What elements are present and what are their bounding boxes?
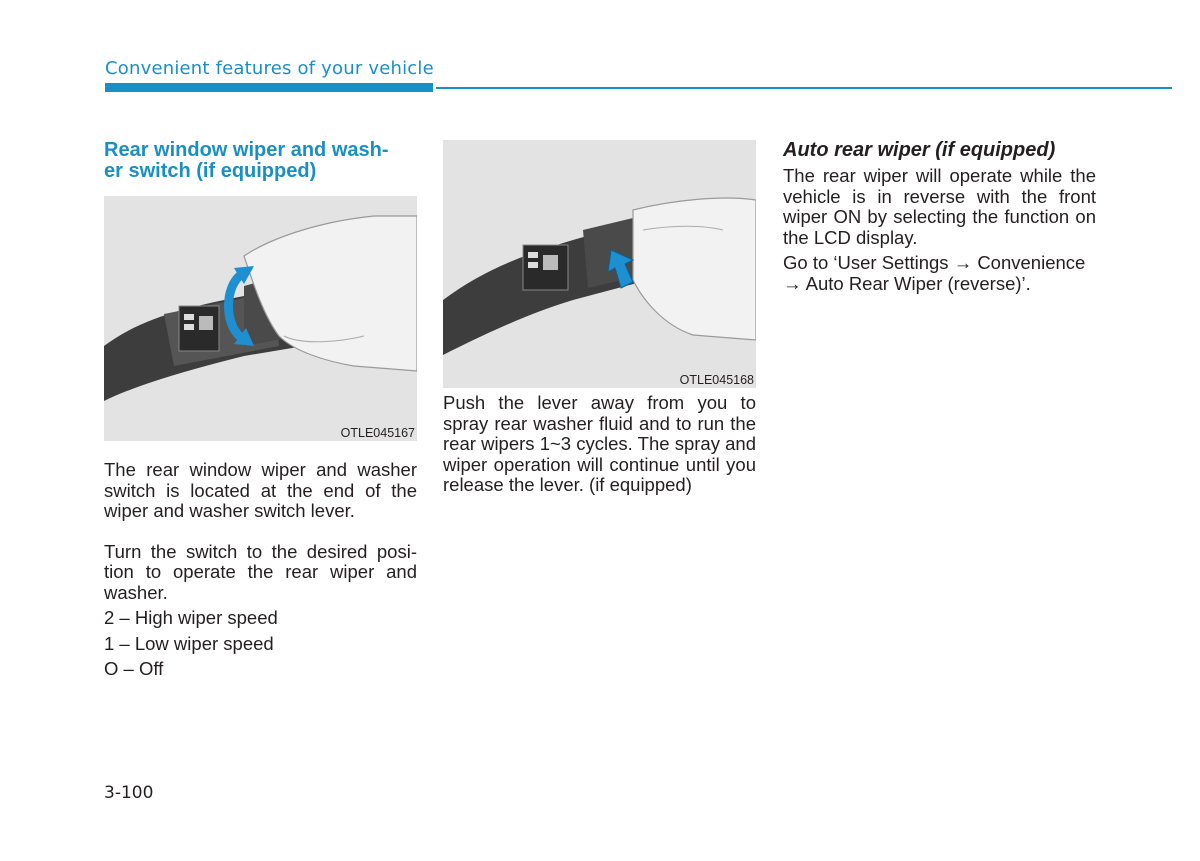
paragraph-switch-location: The rear window wiper and washer switch is located at the end of the wiper and washer switch lever. [104, 459, 417, 521]
header-rule-thin [436, 87, 1172, 89]
page-number: 3-100 [104, 783, 154, 803]
paragraph-user-settings-path: Go to ‘User Settings → Convenience → Auto Rear Wiper (reverse)’. [783, 252, 1086, 294]
wiper-lever-rotate-illustration [104, 196, 417, 441]
heading-line-2: er switch (if equipped) [104, 160, 317, 182]
figure-push-lever [443, 140, 756, 388]
header-rule-thick [105, 83, 433, 92]
heading-line-1: Rear window wiper and wash- [104, 139, 389, 161]
figure-rear-wiper-switch [104, 196, 417, 441]
speed-low: 1 – Low wiper speed [104, 632, 274, 654]
speed-off: O – Off [104, 658, 164, 679]
paragraph-auto-rear-wiper: The rear wiper will operate while the vehicle is in reverse with the front wiper ON by selecting the function on the LCD display. [783, 165, 1096, 248]
column-middle [443, 140, 756, 496]
wiper-lever-push-illustration [443, 140, 756, 388]
paragraph-push-lever: Push the lever away from you to spray rear washer fluid and to run the rear wipers 1~3 cycles. The spray and wiper operation will continue until you release the lever. (if equipped) [443, 392, 756, 495]
column-right [783, 140, 1096, 294]
auto-rear-wiper-heading: Auto rear wiper (if equipped) [783, 139, 1056, 161]
paragraph-turn-switch: Turn the switch to the desired posi-tion to operate the rear wiper and washer. [104, 540, 417, 603]
speed-high: 2 – High wiper speed [104, 607, 278, 628]
column-left [104, 140, 417, 680]
figure-code-2: OTLE045168 [679, 373, 754, 387]
section-title: Convenient features of your vehicle [105, 58, 434, 79]
rear-wiper-heading [104, 140, 417, 182]
figure-code-1: OTLE045167 [340, 426, 415, 440]
